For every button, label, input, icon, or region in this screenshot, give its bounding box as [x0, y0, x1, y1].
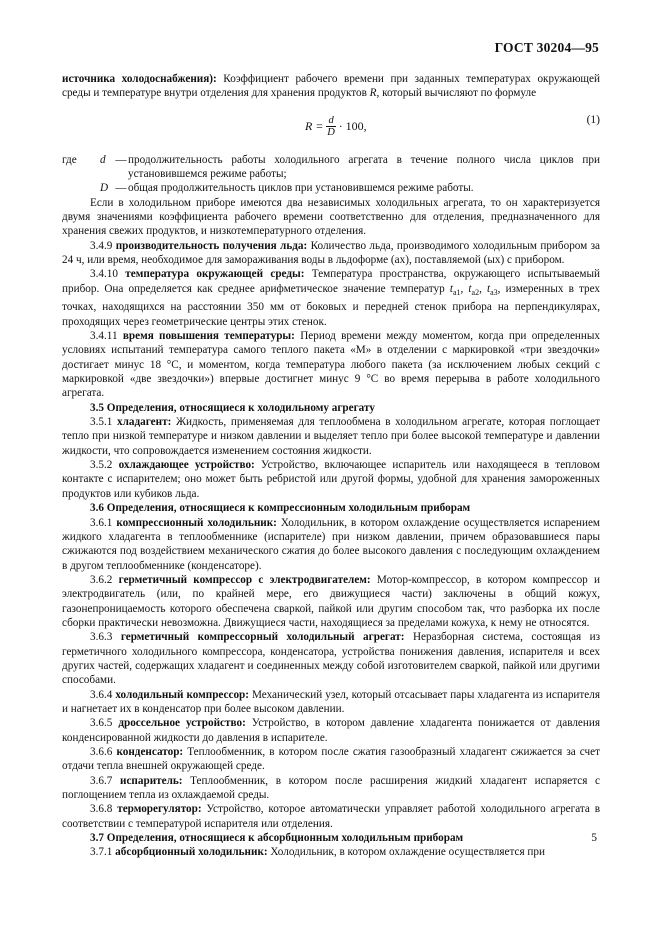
formula-number: (1) [586, 113, 600, 126]
term: компрессионный холодильник: [116, 516, 277, 529]
term: герметичный компрессорный холодильный агрегат: [120, 631, 405, 644]
document-code-header: ГОСТ 30204—95 [494, 40, 599, 55]
clause-3-7-1: 3.7.1 абсорбционный холодильник: Холодильник, в котором охлаждение осуществляется при [90, 846, 545, 859]
clause-3-5-1: 3.5.1 хладагент: Жидкость, применяемая для теплообмена в холодильном агрегате, которая поглощает тепло при низкой температуре и низком давлении и выделяет тепло при более высокой температуре и давлении жидкости, что сопровождается изменением состояния жидкости. [62, 416, 600, 457]
clause-3-6-3: 3.6.3 герметичный компрессорный холодильный агрегат: Неразборная система, состоящая из герметичного холодильного компрессора, конденсатора, устройства понижения давления, испарителя и всех других частей, содержащих хладагент и соединенных между собой изготовителем сваркой, пайкой или другими способами. [62, 631, 601, 687]
clause-3-6-2: 3.6.2 герметичный компрессор с электродвигателем: Мотор-компрессор, в котором компрессор и электродвигатель (или, по крайней мере, его движущиеся части) заключены в общий кожух, газонепроницаемость которого обеспечена сваркой, пайкой или другим способом так, что разборка их после сборки практически невозможна. Движущиеся части, находящиеся за пределами кожуха, к нему не относятся. [62, 573, 601, 629]
clause-3-5-2: 3.5.2 охлаждающее устройство: Устройство, включающее испаритель или находящееся в тепловом контакте с испарителем; оно может быть ребристой или другой формы, удобной для хранения замороженных продуктов или кубиков льда. [62, 459, 600, 500]
section-heading-3-5: 3.5 Определения, относящиеся к холодильному агрегату [90, 401, 375, 414]
term: конденсатор: [116, 746, 184, 759]
term: дроссельное устройство: [118, 717, 246, 730]
term: производительность получения льда: [115, 239, 308, 252]
formula-expression: R = $\frac{d}{D}$ · 100, [305, 114, 367, 138]
section-heading-3-7: 3.7 Определения, относящиеся к абсорбционным холодильным приборам [90, 832, 464, 845]
paragraph: Если в холодильном приборе имеются два независимых холодильных агрегата, то он характеризуется двумя значениями коэффициента рабочего времени соответственно для отделения, предназначенного для хранения свежих продуктов, и низкотемпературного отделения. [62, 196, 600, 238]
page-number: 5 [591, 832, 597, 844]
term: абсорбционный холодильник: [115, 846, 268, 859]
clause-3-6-4: 3.6.4 холодильный компрессор: Механический узел, который отсасывает пары хладагента из испарителя и нагнетает их в конденсатор при более высоком давлении. [62, 688, 600, 715]
clause-3-6-8: 3.6.8 терморегулятор: Устройство, которое автоматически управляет работой холодильного агрегата в соответствии с температурой испарителя или отделения. [62, 803, 601, 830]
term: время повышения температуры: [122, 330, 295, 343]
fraction: $\frac{d}{D}$ [327, 114, 335, 138]
term: терморегулятор: [117, 803, 202, 816]
term: испаритель: [120, 774, 183, 787]
term: холодильный компрессор: [115, 688, 249, 701]
clause-3-6-5: 3.6.5 дроссельное устройство: Устройство, в котором давление хладагента понижается от давления конденсированной жидкости до давления в испарителе. [62, 717, 601, 744]
term: герметичный компрессор с электродвигателем: [118, 573, 371, 586]
intro-paragraph: источника холодоснабжения): Коэффициент рабочего времени при заданных температурах окружающей среды и температуре внутри отделения для хранения продуктов R, который вычисляют по формуле [62, 73, 600, 100]
where-definition: общая продолжительность циклов при установившемся режиме работы. [128, 182, 474, 195]
term: источника холодоснабжения): [62, 73, 217, 85]
formula-1 [62, 107, 600, 145]
clause-3-4-10: 3.4.10 температура окружающей среды: Температура пространства, окружающего испытываемый прибор. Она определяется как среднее арифметическое значение температур $t_{a1}$, $t_{a2}$, $t_{a3}$, измеренных в трех точках, находящихся на расстоянии 350 мм от боковых и передней стенок прибора на перпендикулярах, проходящих через геометрические центры этих стенок. [62, 268, 601, 328]
term: охлаждающее устройство: [118, 459, 255, 472]
clause-3-4-11: 3.4.11 время повышения температуры: Период времени между моментом, когда при определенных условиях испытаний температура самого теплого пакета «М» в отделении с маркировкой «три звездочки» достигает минус 18 °С, и моментом, когда температура любого пакета (за исключением любых секций с маркировкой «две звездочки») впервые достигнет минус 9 °С во время перерыва в работе холодильного агрегата. [62, 330, 600, 400]
section-heading-3-6: 3.6 Определения, относящиеся к компрессионным холодильным приборам [90, 502, 471, 515]
clause-3-4-9: 3.4.9 производительность получения льда: Количество льда, производимого холодильным прибором за 24 ч, или время, необходимое для замораживания воды в льдоформе (ах), поставляемой (ых) с прибором. [62, 239, 600, 267]
term: температура окружающей среды: [125, 268, 305, 281]
clause-3-6-6: 3.6.6 конденсатор: Теплообменник, в котором после сжатия газообразный хладагент сжижается за счет отдачи тепла внешней окружающей среде. [62, 746, 600, 773]
document-body [62, 72, 600, 860]
term: хладагент: [117, 416, 172, 429]
where-block: где d — продолжительность работы холодильного агрегата в течение полного числа циклов при установившемся режиме работы; D — общая продолжительность циклов при установившемся режиме работы. [62, 153, 600, 195]
clause-3-6-1: 3.6.1 компрессионный холодильник: Холодильник, в котором охлаждение осуществляется испарением жидкого хладагента в теплообменнике (испарителе) при низком давлении, причем образовавшиеся пары сжижаются под воздействием механического сжатия до более высокого давления с последующим охлаждением в другом теплообменнике (конденсаторе). [62, 516, 601, 572]
clause-3-6-7: 3.6.7 испаритель: Теплообменник, в котором после расширения жидкий хладагент испаряется с поглощением тепла из охлаждаемой среды. [62, 774, 600, 802]
where-word: где [62, 153, 77, 166]
where-definition: продолжительность работы холодильного агрегата в течение полного числа циклов при установившемся режиме работы; [128, 153, 600, 181]
